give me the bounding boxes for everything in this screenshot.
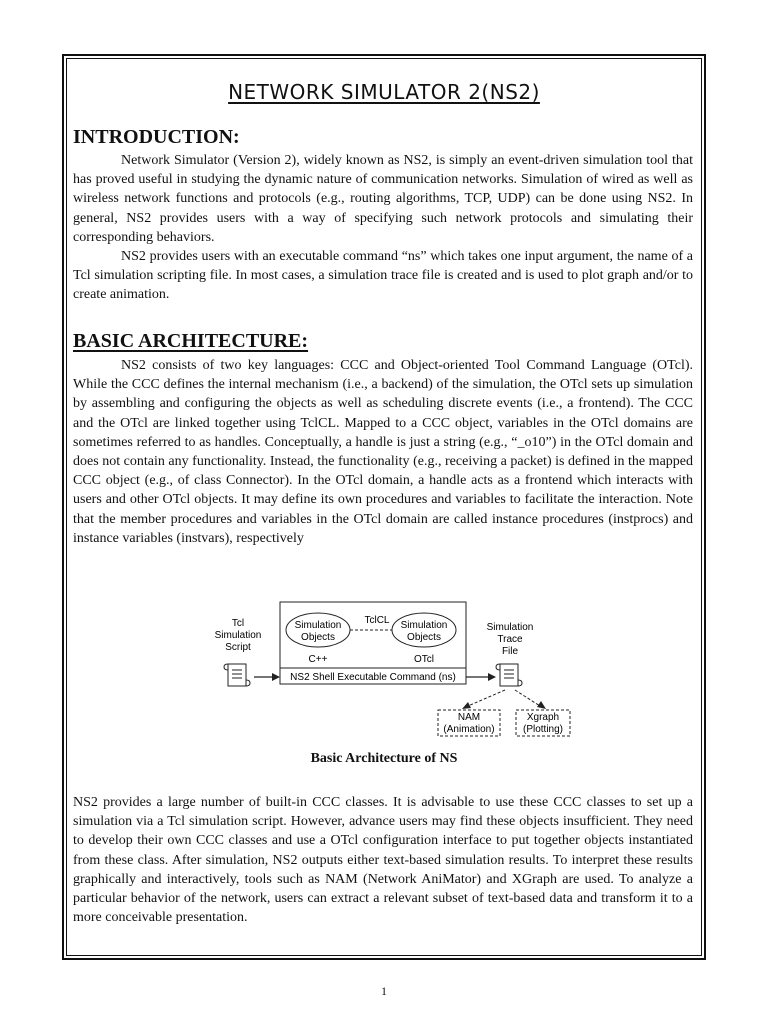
architecture-section xyxy=(73,356,693,548)
otcl-label: OTcl xyxy=(414,654,434,665)
introduction-paragraph-1: Network Simulator (Version 2), widely known as NS2, is simply an event-driven simulation tool that has proved useful in studying the dynamic nature of communication networks. Simulation of wired as well as wireless network functions and protocols (e.g., routing algorithms, TCP, UDP) can be done using NS2. In general, NS2 provides users with a way of specifying such network protocols and simulating their corresponding behaviors. xyxy=(73,153,693,245)
architecture-paragraph: NS2 consists of two key languages: CCC and Object-oriented Tool Command Language (OTcl). While the CCC defines the internal mechanism (i.e., a backend) of the simulation, the OTcl sets up simulation by assembling and configuring the objects as well as scheduling discrete events (i.e., a frontend). The CCC and the OTcl are linked together using TclCL. Mapped to a CCC object, variables in the OTcl domains are sometimes referred to as handles. Conceptually, a handle is just a string (e.g., “_o10”) in the OTcl domain and does not contain any functionality. Instead, the functionality (e.g., receiving a packet) is defined in the mapped CCC object (e.g., of class Connector). In the OTcl domain, a handle acts as a frontend which interacts with users and other OTcl objects. It may define its own procedures and variables to facilitate the interaction. Note that the member procedures and variables in the OTcl domain are called instance procedures (instprocs) and instance variables (instvars), respectively xyxy=(73,358,693,546)
tclcl-label: TclCL xyxy=(364,615,390,626)
trace-file-label-3: File xyxy=(501,646,519,657)
introduction-section xyxy=(73,151,693,305)
script-scroll-icon xyxy=(224,664,250,686)
trace-file-label-1: Simulation xyxy=(486,622,534,633)
closing-section xyxy=(73,793,693,927)
closing-paragraph: NS2 provides a large number of built-in CCC classes. It is advisable to use these CCC classes to set up a simulation via a Tcl simulation script. However, advance users may find these objects insufficient. They need to develop their own CCC classes and use a OTcl configuration interface to put together objects instantiated from these class. After simulation, NS2 outputs either text-based simulation results. To interpret these results graphically and interactively, tools such as NAM (Network AniMator) and XGraph are used. To analyze a particular behavior of the network, users can extract a relevant subset of text-based data and transform it to a more conceivable presentation. xyxy=(73,795,693,926)
trace-arrow-head xyxy=(488,673,496,681)
trace-to-xgraph-arrow xyxy=(515,690,540,706)
page-number: 1 xyxy=(381,984,387,998)
figure-caption: Basic Architecture of NS xyxy=(310,751,458,766)
shell-command-label: NS2 Shell Executable Command (ns) xyxy=(290,672,456,683)
cpp-objects-label-1: Simulation xyxy=(294,620,342,631)
xgraph-label-1: Xgraph xyxy=(526,712,560,723)
trace-scroll-icon xyxy=(496,664,522,686)
cpp-objects-label-2: Objects xyxy=(301,632,335,643)
script-arrow-head xyxy=(272,673,280,681)
architecture-diagram xyxy=(200,598,580,740)
page-title: NETWORK SIMULATOR 2(NS2) xyxy=(228,80,540,104)
tcl-script-label-3: Script xyxy=(225,642,251,653)
cpp-label: C++ xyxy=(308,654,328,665)
trace-file-label-2: Trace xyxy=(497,634,523,645)
tcl-script-label-2: Simulation xyxy=(214,630,262,641)
otcl-objects-label-1: Simulation xyxy=(400,620,448,631)
nam-label-2: (Animation) xyxy=(443,724,495,735)
introduction-heading: INTRODUCTION: xyxy=(73,126,240,148)
trace-to-nam-arrow xyxy=(468,690,505,706)
xgraph-label-2: (Plotting) xyxy=(522,724,564,735)
tcl-script-label-1: Tcl xyxy=(231,618,245,629)
architecture-heading: BASIC ARCHITECTURE: xyxy=(73,330,309,352)
otcl-objects-label-2: Objects xyxy=(407,632,441,643)
nam-label-1: NAM xyxy=(457,712,481,723)
introduction-paragraph-2: NS2 provides users with an executable command “ns” which takes one input argument, the name of a Tcl simulation scripting file. In most cases, a simulation trace file is created and is used to plot graph and/or to create animation. xyxy=(73,249,693,303)
